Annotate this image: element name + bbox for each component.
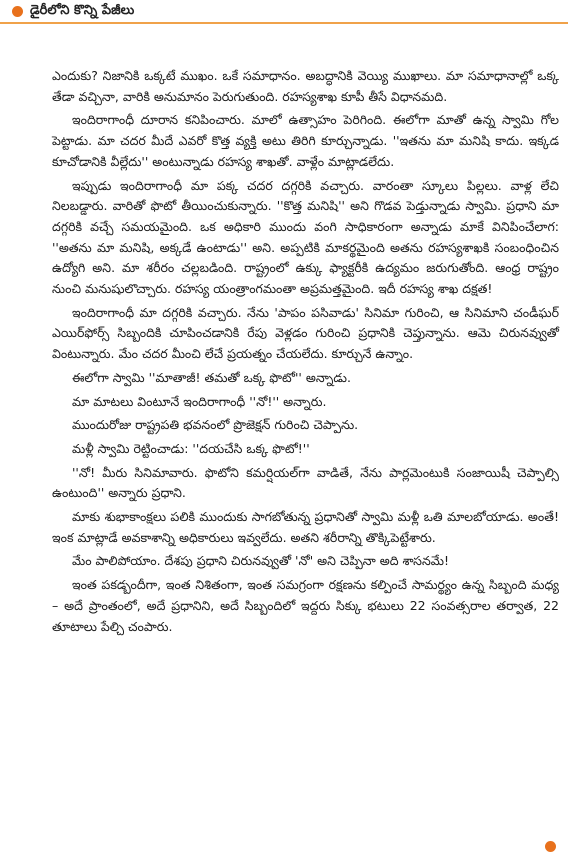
bullet-dot-icon	[12, 6, 23, 17]
footer-dot-icon	[545, 841, 556, 852]
paragraph: ఈలోగా స్వామి ''మాతాజీ! తమతో ఒక్క ఫొటో'' అన్నాడు.	[72, 369, 351, 385]
paragraph: ముందురోజు రాష్ట్రపతి భవనంలో ప్రొజెక్షన్ గురించి చెప్పాను.	[72, 417, 359, 433]
paragraph: మేం పాలిపోయాం. దేశపు ప్రధాని చిరునవ్వుతో 'నో' అని చెప్పినా అది శాసనమే!	[72, 553, 449, 569]
paragraph: మళ్లీ స్వామి రెట్టించాడు: ''దయచేసి ఒక్క ఫొటో!''	[72, 440, 310, 456]
paragraph: ఎందుకు? నిజానికి ఒక్కటే ముఖం. ఒకే సమాధానం. అబద్ధానికి వెయ్యి ముఖాలు. మా సమాధానాల్లో ఒక్క తేడా వచ్చినా, వారికి అనుమానం పెరుగుతుంది. రహస్యశాఖ కూపీ తీసే విధానమది.	[52, 68, 559, 104]
paragraph: మాకు శుభాకాంక్షలు పలికి ముందుకు సాగబోతున్న ప్రధానితో స్వామి మళ్లీ ఒతి మాలబోయాడు. అంతే! ఇంక మాట్లాడే అవకాశాన్ని అధికారులు ఇవ్వలేదు. అతని శరీరాన్ని తొక్కిపెట్టేశారు.	[52, 509, 559, 545]
header-rule	[0, 22, 568, 24]
section-title: డైరీలోని కొన్ని పేజీలు	[30, 3, 135, 18]
article-body	[52, 66, 559, 637]
paragraph: ఇందిరాగాంధీ మా దగ్గరికి వచ్చారు. నేను 'పాపం పసివాడు' సినిమా గురించి, ఆ సినిమాని చండీఘర్ ఎయిర్‌ఫోర్స్ సిబ్బందికి చూపించడానికి రేపు వెళ్లడం గురించి ప్రధానికి చెప్తున్నాను. ఆమె చిరునవ్వుతో వింటున్నారు. మేం చదర మీంచి లేచే ప్రయత్నం చేయలేదు. కూర్చునే ఉన్నాం.	[52, 304, 559, 362]
paragraph: ఇంత పకడ్బందీగా, ఇంత నిశితంగా, ఇంత సమగ్రంగా రక్షణను కల్పించే సామర్థ్యం ఉన్న సిబ్బంది మధ్య – అదే ప్రాంతంలో, అదే ప్రధానిని, అదే సిబ్బందిలో ఇద్దరు సిక్కు భటులు 22 సంవత్సరాల తర్వాత, 22 తూటాలు పేల్చి చంపారు.	[52, 577, 559, 634]
paragraph: ఇందిరాగాంధీ దూరాన కనిపించారు. మాలో ఉత్సాహం పెరిగింది. ఈలోగా మాతో ఉన్న స్వామి గోల పెట్టాడు. మా చదర మీదే ఎవరో కొత్త వ్యక్తి అటు తిరిగి కూర్చున్నాడు. ''ఇతను మా మనిషి కాదు. ఇక్కడ కూచోడానికి వీల్లేదు'' అంటున్నాడు రహస్య శాఖతో. వాళ్లేం మాట్లాడలేదు.	[52, 112, 559, 169]
paragraph: ''నో! మీరు సినిమావారు. ఫొటోని కమర్షియల్‌గా వాడితే, నేను పార్లమెంటుకి సంజాయిషీ చెప్పాల్సి ఉంటుంది'' అన్నారు ప్రధాని.	[52, 464, 559, 501]
page-header	[0, 0, 568, 30]
paragraph: మా మాటలు వింటూనే ఇందిరాగాంధీ ''నో!'' అన్నారు.	[72, 393, 327, 409]
paragraph: ఇప్పుడు ఇందిరాగాంధీ మా పక్క చదర దగ్గరికి వచ్చారు. వారంతా స్కూలు పిల్లలు. వాళ్ల లేచి నిలబడ్డారు. వారితో ఫొటో తీయించుకున్నారు. ''కొత్త మనిషి'' అని గొడవ పెడ్తున్నాడు స్వామి. ప్రధాని మా దగ్గరికి వచ్చే సమయమైంది. ఒక అధికారి ముందు వంగి సాధికారంగా అన్నాడు మాకే వినిపించేలాగ: ''అతను మా మనిషి, అక్కడే ఉంటాడు'' అని. అప్పటికి మాకర్థమైంది అతను రహస్యశాఖకి సంబంధించిన ఉద్యోగి అని. మా శరీరం చల్లబడింది. రాష్ట్రంలో ఉక్కు ఫ్యాక్టరీకి ఉద్యమం జరుగుతోంది. ఆంధ్ర రాష్ట్రం నుంచి మనుషులొచ్చారు. రహస్య యంత్రాంగమంతా అప్రమత్తమైంది. ఇదీ రహస్య శాఖ దక్షత!	[52, 177, 559, 297]
